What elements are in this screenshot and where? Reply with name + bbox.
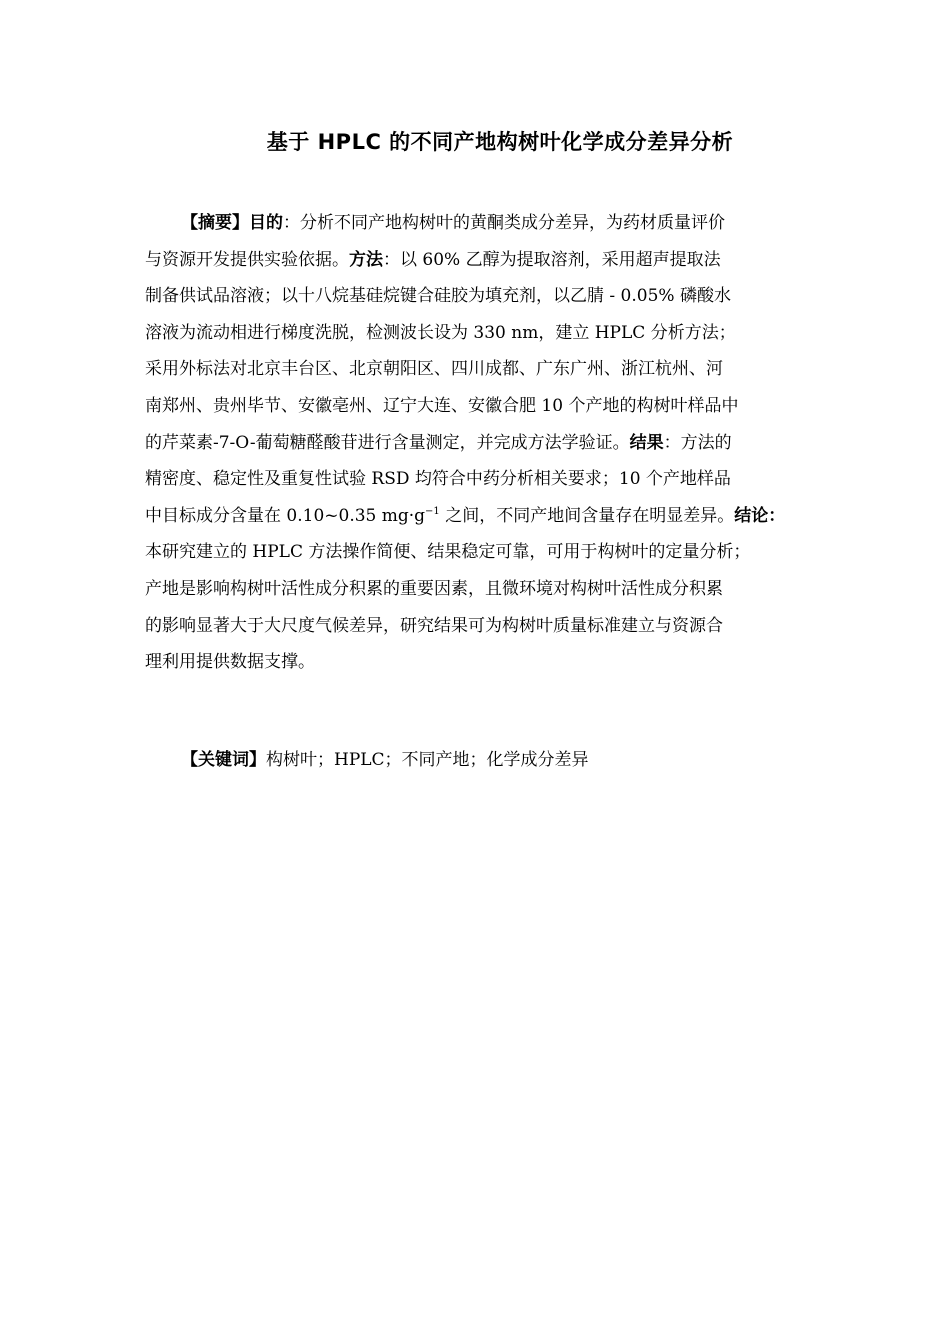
abstract-line: 理利用提供数据支撑。: [145, 652, 315, 673]
keywords-label: 【关键词】: [181, 750, 266, 770]
abstract-text: 与资源开发提供实验依据。: [145, 249, 349, 270]
abstract-line: 采用外标法对北京丰台区、北京朝阳区、四川成都、广东广州、浙江杭州、河: [145, 359, 723, 380]
abstract-line: [145, 425, 815, 462]
unit-superscript: −1: [425, 505, 440, 517]
keywords-text: 构树叶；HPLC；不同产地；化学成分差异: [266, 750, 589, 770]
abstract-text: ：以 60% 乙醇为提取溶剂，采用超声提取法: [383, 249, 721, 270]
abstract-text: ：分析不同产地构树叶的黄酮类成分差异，为药材质量评价: [283, 213, 725, 233]
abstract-text: ：方法的: [663, 432, 732, 453]
abstract-label: 【摘要】: [181, 213, 249, 233]
result-label: 结果: [629, 432, 664, 453]
abstract-line: 的影响显著大于大尺度气候差异，研究结果可为构树叶质量标准建立与资源合: [145, 615, 723, 636]
abstract-text: 之间，不同产地间含量存在明显差异。: [439, 505, 735, 526]
abstract-line: [145, 205, 815, 242]
method-label: 方法: [349, 249, 383, 270]
purpose-label: 目的: [249, 213, 283, 233]
abstract-line: [145, 498, 815, 535]
abstract-line: [145, 242, 815, 279]
abstract-line: 精密度、稳定性及重复性试验 RSD 均符合中药分析相关要求；10 个产地样品: [145, 469, 731, 490]
abstract-text: 中目标成分含量在 0.10~0.35 mg·g: [145, 505, 426, 526]
abstract-section: [145, 205, 815, 681]
abstract-text: 的芹菜素-7-O-葡萄糖醛酸苷进行含量测定，并完成方法学验证。: [145, 432, 630, 453]
keywords-section: [181, 742, 589, 778]
abstract-line: 南郑州、贵州毕节、安徽亳州、辽宁大连、安徽合肥 10 个产地的构树叶样品中: [145, 395, 739, 416]
paper-title: 基于 HPLC 的不同产地构树叶化学成分差异分析: [266, 130, 734, 154]
abstract-line: 溶液为流动相进行梯度洗脱，检测波长设为 330 nm，建立 HPLC 分析方法；: [145, 322, 736, 343]
abstract-text: ：: [768, 505, 786, 526]
abstract-line: 制备供试品溶液；以十八烷基硅烷键合硅胶为填充剂，以乙腈 - 0.05% 磷酸水: [145, 286, 731, 307]
abstract-line: 本研究建立的 HPLC 方法操作简便、结果稳定可靠，可用于构树叶的定量分析；: [145, 542, 751, 563]
abstract-line: 产地是影响构树叶活性成分积累的重要因素，且微环境对构树叶活性成分积累: [145, 578, 723, 599]
conclusion-label: 结论: [734, 505, 769, 526]
